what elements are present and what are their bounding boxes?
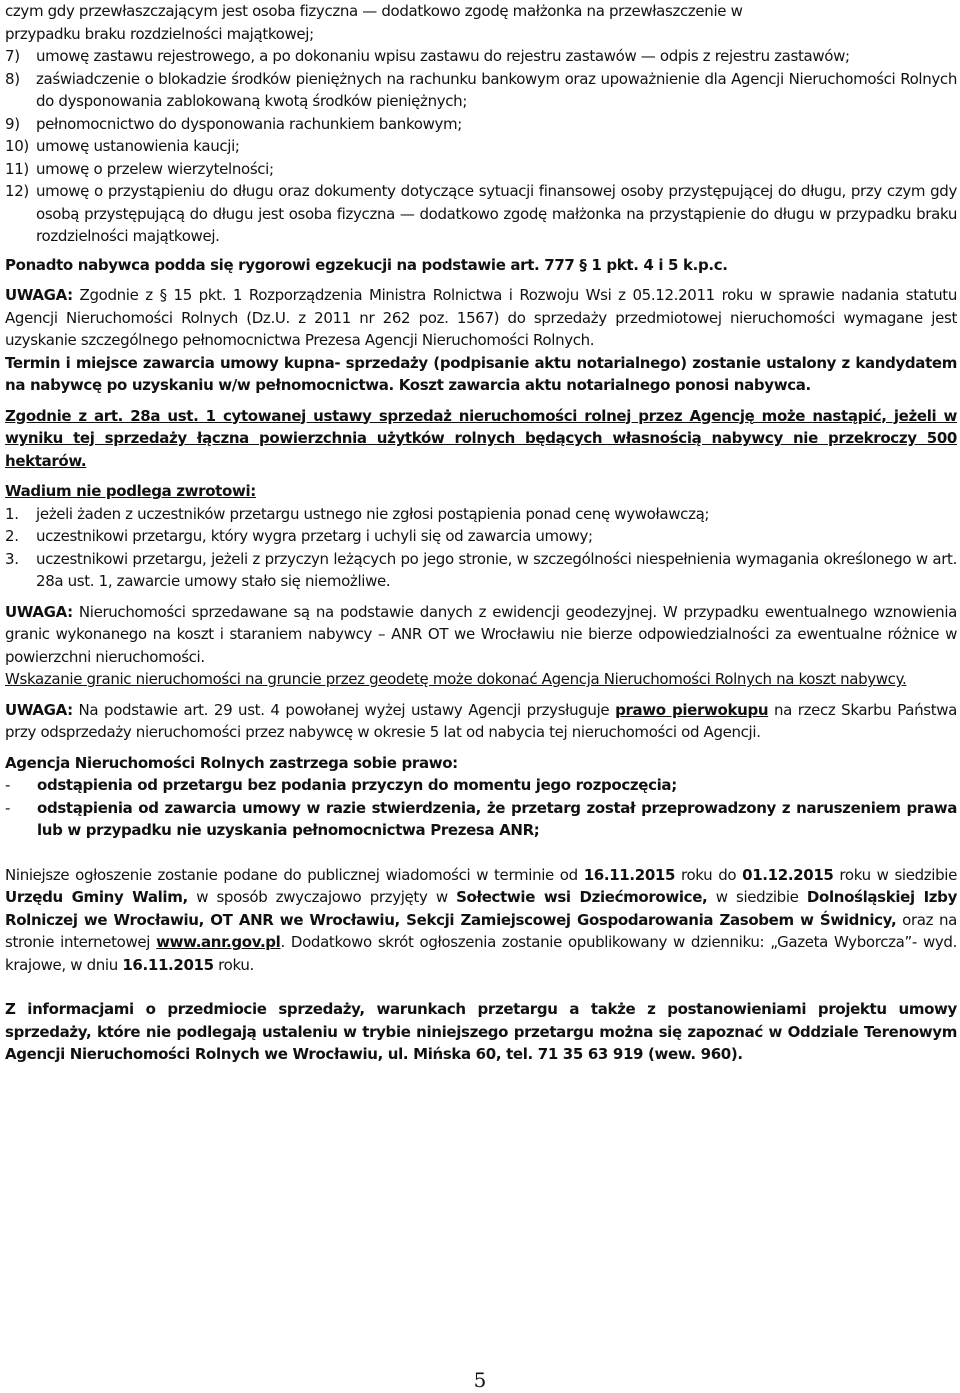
list-item-8 [5,68,957,113]
list-number: 12) [5,182,29,200]
zastrzega-item-2 [5,797,957,842]
list-text: uczestnikowi przetargu, który wygra przetarg i uchyli się od zawarcia umowy; [36,527,593,545]
zgodnie-paragraph: Zgodnie z art. 28a ust. 1 cytowanej ustawy sprzedaż nieruchomości rolnej przez Agencję może nastąpić, jeżeli w wyniku tej sprzedaży łączna powierzchnia użytków rolnych będących własnością nabywcy nie przekroczy 500 hektarów. [5,406,957,470]
dash-marker: - [5,776,11,794]
ogloszenie-text: Niniejsze ogłoszenie zostanie podane do publicznej wiadomości w terminie od [5,865,584,884]
uwaga-pierwokup-text-a: Na podstawie art. 29 ust. 4 powołanej wyżej ustawy Agencji przysługuje [72,700,616,719]
list-item-9 [5,113,957,136]
uwaga-label: UWAGA: [5,602,73,621]
list-number: 10) [5,137,29,155]
uwaga-label: UWAGA: [5,700,73,719]
list-item-12 [5,180,957,248]
egzekucja-paragraph: Ponadto nabywca podda się rygorowi egzekucji na podstawie art. 777 § 1 pkt. 4 i 5 k.p.c. [5,255,728,274]
ogloszenie-text: w siedzibie [707,888,807,906]
list-text: uczestnikowi przetargu, jeżeli z przyczyn leżących po jego stronie, w szczególności niespełnienia wymagania określonego w art. 28a ust. 1, zawarcie umowy stało się niemożliwe. [36,549,957,590]
list-text: zaświadczenie o blokadzie środków pieniężnych na rachunku bankowym oraz upoważnienie dla Agencji Nieruchomości Rolnych do dysponowania zablokowaną kwotą środków pieniężnych; [36,69,957,110]
page-number: 5 [473,1368,487,1392]
list-text: umowę o przelew wierzytelności; [36,159,274,178]
ogloszenie-text: w sposób zwyczajowo przyjęty w [187,888,457,906]
continued-text [5,0,957,45]
ogloszenie-text: . Dodatkowo skrót ogłoszenia zostanie opublikowany w dzienniku: „Gazeta Wyborcza”- wyd. krajowe, w dniu [5,933,957,974]
continued-line-1: czym gdy przewłaszczającym jest osoba fizyczna — dodatkowo zgodę małżonka na przewłaszczenie w [5,2,743,20]
list-number: 8) [5,69,20,88]
uwaga-pierwokup-paragraph [5,699,957,744]
list-number: 7) [5,47,20,65]
document-page [5,0,957,1066]
list-number: 2. [5,527,19,545]
list-text: umowę o przystąpieniu do długu oraz dokumenty dotyczące sytuacji finansowej osoby przystępującej do długu, przy czym gdy osobą przystępującą do długu jest osoba fizyczna — dodatkowo zgodę małżonka na przystąpienie do długu w przypadku braku rozdzielności majątkowej. [36,182,957,245]
list-number: 9) [5,114,20,133]
ogloszenie-text: roku do [675,865,743,884]
list-text: jeżeli żaden z uczestników przetargu ustnego nie zgłosi postąpienia ponad cenę wywoławczą; [36,504,710,523]
list-text: pełnomocnictwo do dysponowania rachunkiem bankowym; [36,114,463,133]
wadium-item-3 [5,548,957,593]
list-item-7 [5,45,957,68]
list-number: 11) [5,159,29,178]
ogloszenie-place: Dolnośląskiej Izby Rolniczej we Wrocławiu, OT ANR we Wrocławiu, Sekcji Zamiejscowej Gospodarowania Zasobem w Świdnicy, [5,888,958,929]
uwaga-statute-text: Zgodnie z § 15 pkt. 1 Rozporządzenia Ministra Rolnictwa i Rozwoju Wsi z 05.12.2011 roku w sprawie nadania statutu Agencji Nieruchomości Rolnych (Dz.U. z 2011 nr 262 poz. 1567) do sprzedaży przedmiotowej nieruchomości wymagane jest uzyskanie szczególnego pełnomocnictwa Prezesa Agencji Nieruchomości Rolnych. [5,286,957,349]
anr-website-link[interactable]: www.anr.gov.pl [156,933,281,951]
ogloszenie-text: roku w siedzibie [833,865,957,884]
ogloszenie-date-publication: 16.11.2015 [122,955,214,974]
prawo-pierwokupu-link: prawo pierwokupu [615,700,769,719]
wskazanie-granic-text: Wskazanie granic nieruchomości na gruncie przez geodetę może dokonać Agencja Nieruchomości Rolnych na koszt nabywcy. [5,670,907,688]
wadium-item-2 [5,525,957,548]
informacje-paragraph: Z informacjami o przedmiocie sprzedaży, warunkach przetargu a także z postanowieniami projektu umowy sprzedaży, które nie podlegają ustaleniu w trybie niniejszego przetargu można się zapoznać w Oddziale Terenowym Agencji Nieruchomości Rolnych we Wrocławiu, ul. Mińska 60, tel. 71 35 63 919 (wew. 960). [5,1000,957,1063]
uwaga-statute-paragraph [5,284,957,352]
wadium-heading: Wadium nie podlega zwrotowi: [5,482,256,500]
uwaga-geodezja-text: Nieruchomości sprzedawane są na podstawie danych z ewidencji geodezyjnej. W przypadku ewentualnego wznowienia granic wykonanego na koszt i staraniem nabywcy – ANR OT we Wrocławiu nie bierze odpowiedzialności za ewentualne różnice w powierzchni nieruchomości. [5,602,957,666]
uwaga-pierwokup-text-b: na rzecz Skarbu Państwa przy odsprzedaży nieruchomości przez nabywcę w okresie 5 lat od nabycia tej nieruchomości od Agencji. [5,700,957,741]
ogloszenie-text: roku. [213,955,254,974]
ogloszenie-date-start: 16.11.2015 [583,865,676,884]
ogloszenie-date-end: 01.12.2015 [742,865,834,884]
zastrzega-text: odstąpienia od przetargu bez podania przyczyn do momentu jego rozpoczęcia; [37,776,677,794]
zastrzega-text: odstąpienia od zawarcia umowy w razie stwierdzenia, że przetarg został przeprowadzony z naruszeniem prawa lub w przypadku nie uzyskania pełnomocnictwa Prezesa ANR; [37,798,957,839]
uwaga-label: UWAGA: [5,286,73,304]
ogloszenie-place: Urzędu Gminy Walim, [5,888,188,906]
ogloszenie-text: oraz na stronie internetowej [5,910,957,951]
ogloszenie-place: Sołectwie wsi Dziećmorowice, [456,888,708,906]
list-item-10 [5,135,957,158]
uwaga-geodezja-paragraph [5,601,957,691]
list-text: umowę zastawu rejestrowego, a po dokonaniu wpisu zastawu do rejestru zastawów — odpis z rejestru zastawów; [36,47,850,65]
list-number: 3. [5,549,19,568]
dash-marker: - [5,798,11,817]
zastrzega-heading: Agencja Nieruchomości Rolnych zastrzega sobie prawo: [5,753,458,772]
list-item-11 [5,158,957,181]
list-number: 1. [5,504,19,523]
zastrzega-item-1 [5,774,957,797]
continued-line-2: przypadku braku rozdzielności majątkowej; [5,24,314,43]
wadium-item-1 [5,503,957,526]
termin-paragraph: Termin i miejsce zawarcia umowy kupna- sprzedaży (podpisanie aktu notarialnego) zostanie ustalony z kandydatem na nabywcę po uzyskaniu w/w pełnomocnictwa. Koszt zawarcia aktu notarialnego ponosi nabywca. [5,353,957,394]
ogloszenie-paragraph [5,864,957,977]
list-text: umowę ustanowienia kaucji; [36,137,240,155]
